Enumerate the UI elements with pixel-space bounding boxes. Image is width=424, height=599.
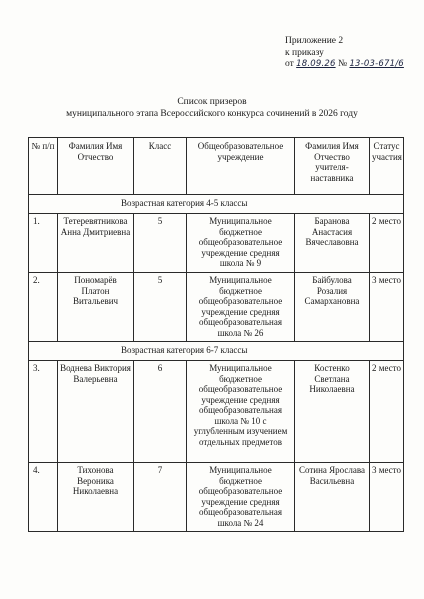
appendix-block [285,36,404,71]
category-label: Возрастная категория 6-7 классы [29,342,404,361]
cell-school: Муниципальное бюджетное общеобразовательное учреждение средняя общеобразовательная школа № 26 [187,273,295,342]
table-row [29,463,404,532]
cell-teacher: Байбулова Розалия Самархановна [295,273,370,342]
table-header-row [29,138,404,195]
cell-num: 3. [29,361,58,463]
number-label: № [337,59,348,69]
cell-school: Муниципальное бюджетное общеобразовательное учреждение средняя общеобразовательная школа № 10 с углубленным изучением отдельных предметов [187,361,295,463]
cell-grade: 7 [134,463,187,532]
table-row [29,273,404,342]
appendix-title: Приложение 2 [285,36,344,46]
cell-teacher: Баранова Анастасия Вячеславовна [295,214,370,273]
cell-status: 3 место [370,273,404,342]
table-row [29,361,404,463]
cell-grade: 6 [134,361,187,463]
appendix-date-number-line [285,59,404,71]
cell-school: Муниципальное бюджетное общеобразовательное учреждение средняя школа № 9 [187,214,295,273]
cell-num: 4. [29,463,58,532]
from-label: от [285,59,294,69]
cell-status: 2 место [370,214,404,273]
cell-status: 3 место [370,463,404,532]
cell-grade: 5 [134,273,187,342]
handwritten-date: 18.09.26 [296,59,336,69]
cell-num: 2. [29,273,58,342]
cell-num: 1. [29,214,58,273]
title-line-1: Список призеров [177,97,247,107]
header-teacher: Фамилия Имя Отчество учителя-наставника [295,138,370,195]
cell-name: Тихонова Вероника Николаевна [58,463,134,532]
cell-status: 2 место [370,361,404,463]
header-name: Фамилия Имя Отчество [58,138,134,195]
header-status: Статус участия [370,138,404,195]
cell-grade: 5 [134,214,187,273]
cell-teacher: Костенко Светлана Николаевна [295,361,370,463]
cell-school: Муниципальное бюджетное общеобразовательное учреждение средняя общеобразовательная школа № 24 [187,463,295,532]
cell-teacher: Сотина Ярослава Васильевна [295,463,370,532]
winners-table [28,137,404,532]
header-school: Общеобразовательное учреждение [187,138,295,195]
cell-name: Воднева Виктория Валерьевна [58,361,134,463]
document-title [0,97,424,120]
category-row [29,342,404,361]
cell-name: Тетеревятникова Анна Дмитриевна [58,214,134,273]
appendix-order-label: к приказу [285,47,324,58]
category-label: Возрастная категория 4-5 классы [29,195,404,214]
header-grade: Класс [134,138,187,195]
category-row [29,195,404,214]
table-row [29,214,404,273]
title-line-2: муниципального этапа Всероссийского конкурса сочинений в 2026 году [66,108,358,119]
handwritten-number: 13-03-671/6 [349,59,404,69]
header-num: № п/п [29,138,58,195]
cell-name: Пономарёв Платон Витальевич [58,273,134,342]
